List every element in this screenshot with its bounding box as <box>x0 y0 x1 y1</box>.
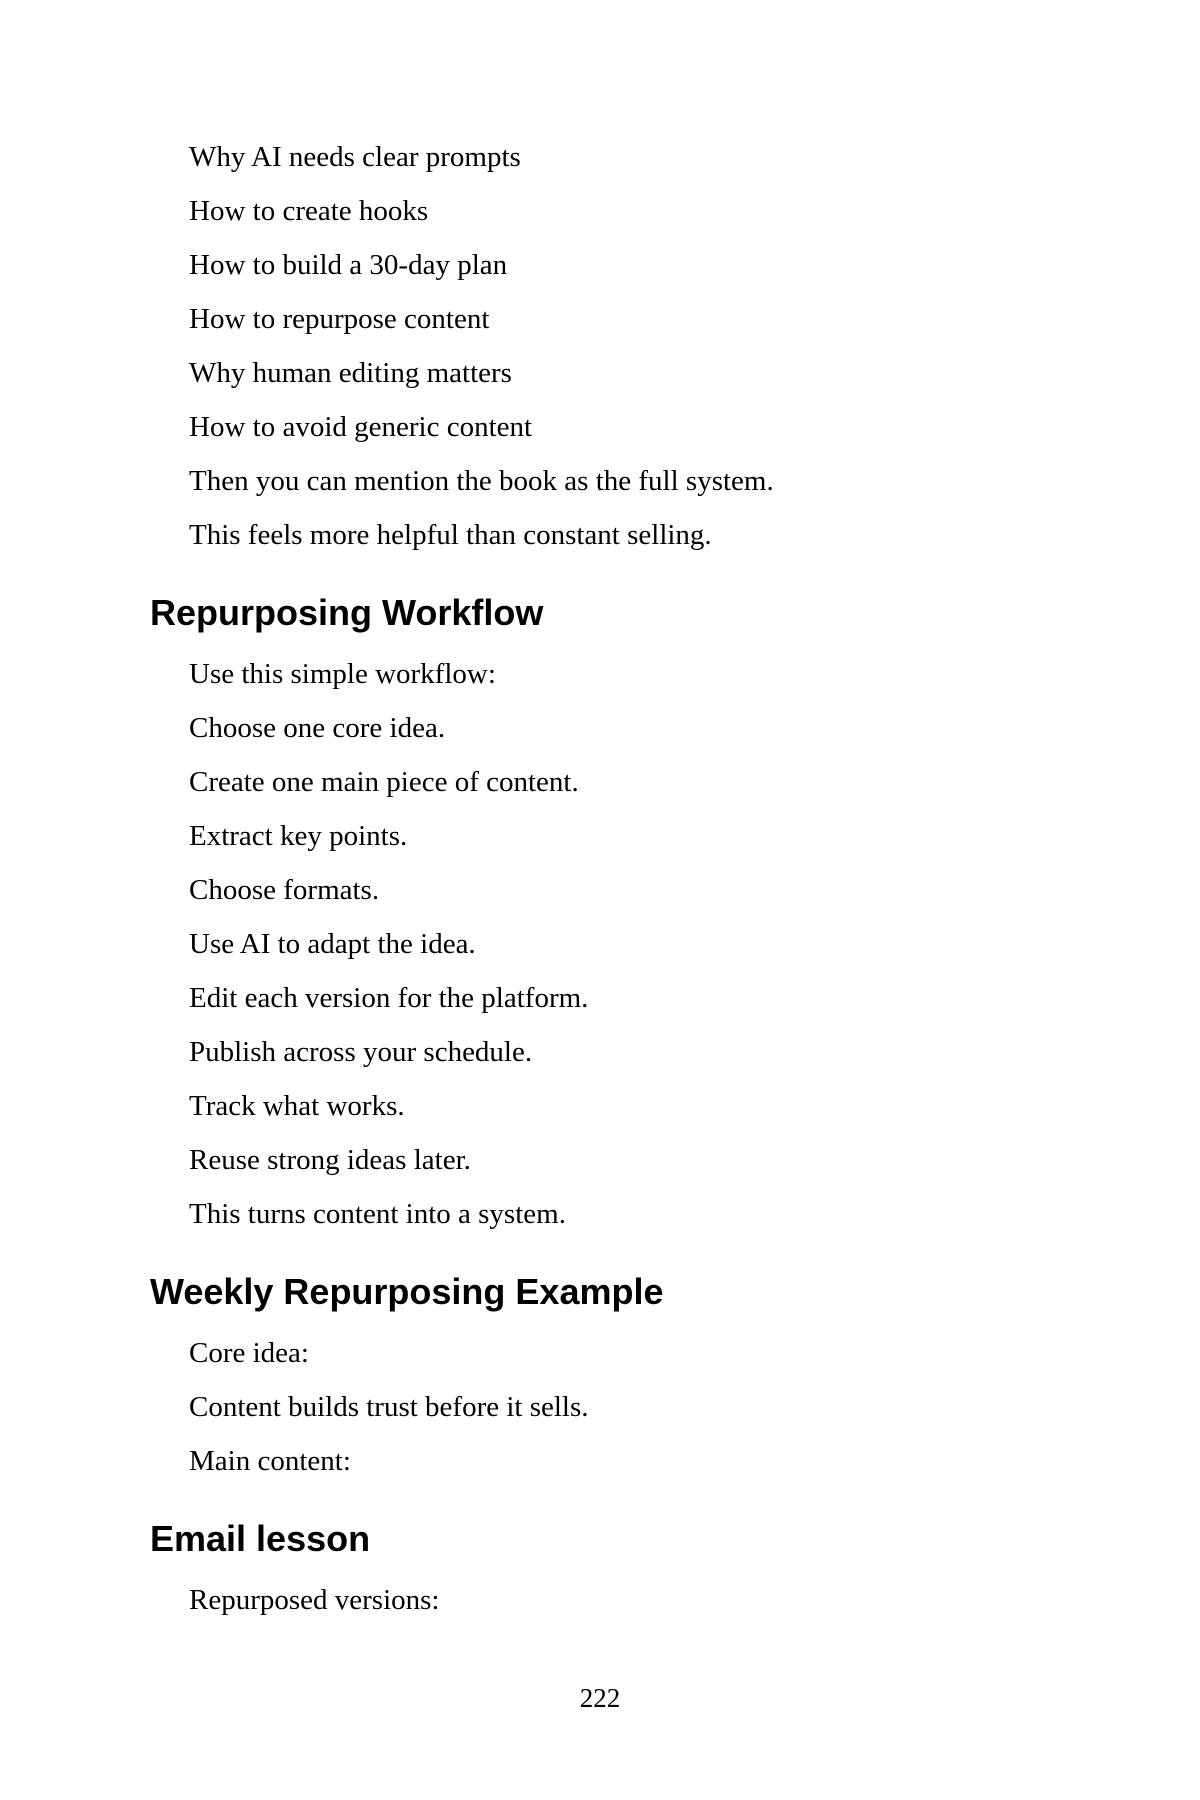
section-paragraph: Main content: <box>189 1445 351 1477</box>
section-paragraph: Create one main piece of content. <box>189 766 579 798</box>
intro-line: Then you can mention the book as the full system. <box>189 465 774 497</box>
intro-line: Why AI needs clear prompts <box>189 141 521 173</box>
intro-line: How to repurpose content <box>189 303 490 335</box>
intro-line: Why human editing matters <box>189 357 512 389</box>
section-heading: Repurposing Workflow <box>150 592 544 633</box>
section-paragraph: Content builds trust before it sells. <box>189 1391 589 1423</box>
page-number: 222 <box>579 1683 621 1713</box>
page-content <box>150 130 1070 1627</box>
section-paragraph: Extract key points. <box>189 820 408 852</box>
section-paragraph: Edit each version for the platform. <box>189 982 589 1014</box>
section-heading: Email lesson <box>150 1518 371 1559</box>
section-heading: Weekly Repurposing Example <box>150 1271 664 1312</box>
section-paragraph: Reuse strong ideas later. <box>189 1144 471 1176</box>
section-paragraph: Use this simple workflow: <box>189 658 496 690</box>
section-paragraph: Track what works. <box>189 1090 405 1122</box>
section-paragraph: Publish across your schedule. <box>189 1036 533 1068</box>
section-paragraph: Choose one core idea. <box>189 712 446 744</box>
section-paragraph: Core idea: <box>189 1337 309 1369</box>
section-paragraph: Use AI to adapt the idea. <box>189 928 476 960</box>
section-paragraph: Choose formats. <box>189 874 380 906</box>
section-paragraph: This turns content into a system. <box>189 1198 566 1230</box>
intro-line: How to build a 30-day plan <box>189 249 508 281</box>
section-paragraph: Repurposed versions: <box>189 1584 440 1616</box>
intro-line: How to avoid generic content <box>189 411 533 443</box>
intro-line: This feels more helpful than constant selling. <box>189 519 712 551</box>
intro-line: How to create hooks <box>189 195 429 227</box>
